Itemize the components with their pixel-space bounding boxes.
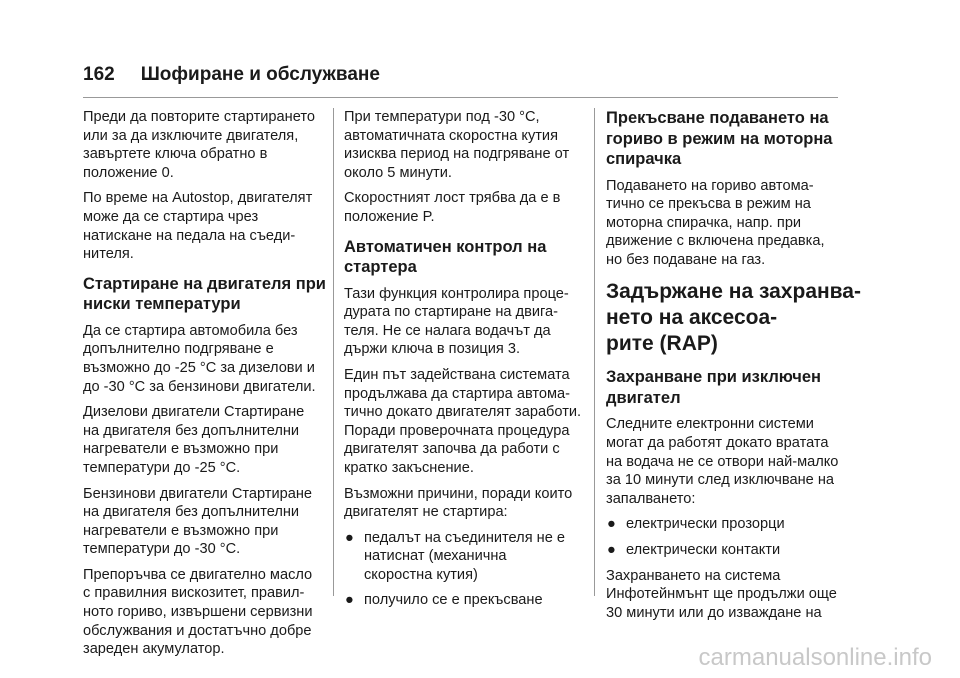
paragraph-diesel: Дизелови двигатели Стартиране на двигателя без допълнителни нагреватели е възможно при температури до -25 °C. xyxy=(83,404,305,476)
paragraph-infotainment: Захранването на система Инфотейнмънт ще продължи още 30 минути или до изваждане на xyxy=(606,567,837,621)
heading-starter-control: Автоматичен контрол на стартера xyxy=(344,237,547,277)
heading-rap: Задържане на захранва- нето на аксесоа- рите (RAP) xyxy=(606,280,861,356)
paragraph-systems: Следните електронни системи могат да работят докато вратата на водача не се отвори най-малко за 10 минути след изключване на запалването: xyxy=(606,416,839,507)
heading-cold-start: Стартиране на двигателя при ниски температури xyxy=(83,274,326,314)
bullet-icon: ● xyxy=(345,592,354,609)
section-title: Шофиране и обслужване xyxy=(140,64,380,85)
column-2 xyxy=(344,108,589,617)
watermark: carmanualsonline.info xyxy=(698,644,932,671)
paragraph-function: Тази функция контролира проце- дурата по стартиране на двига- теля. Не се налага водачът да държи ключа в позиция 3. xyxy=(344,285,569,358)
paragraph-system-behaviour: Един път задействана системата продължава да стартира автома- тично докато двигателят заработи. Поради проверочната процедура двигателят започва да работи с кратко закъснение. xyxy=(344,366,582,476)
header-rule xyxy=(83,97,838,98)
heading-fuel-cutoff: Прекъсване подаването на гориво в режим на моторна спирачка xyxy=(606,109,833,168)
paragraph-possible-causes: Възможни причини, поради които двигателят не стартира: xyxy=(344,485,573,521)
list-item: ● електрически контакти xyxy=(607,542,781,559)
column-1 xyxy=(83,108,328,666)
paragraph-selector-lever: Скоростният лост трябва да е в положение P. xyxy=(344,190,561,225)
paragraph-cold-limits: Да се стартира автомобила без допълнително подгряване е възможно до -25 °C за дизелови и до -30 °C за бензинови двигатели. xyxy=(83,322,316,395)
paragraph-restart: Преди да повторите стартирането или за да изключите двигателя, завъртете ключа обратно в положение 0. xyxy=(83,109,315,181)
page-number: 162 xyxy=(83,64,115,85)
paragraph-gearbox-warmup: При температури под -30 °C, автоматичната скоростна кутия изисква период на подгряване от около 5 минути. xyxy=(344,109,570,181)
heading-power-engine-off: Захранване при изключен двигател xyxy=(606,368,821,407)
bullet-icon: ● xyxy=(607,542,616,559)
paragraph-recommendation: Препоръчва се двигателно масло с правилния вискозитет, правил- ното гориво, извършени сервизни обслужвания и достатъчно добре зареден акумулатор. xyxy=(83,566,313,658)
list-item: ● електрически прозорци xyxy=(607,516,785,533)
paragraph-fuel-cutoff: Подаването на гориво автома- тично се прекъсва в режим на моторна спирачка, напр. при движение с включена предавка, но без подаване на газ. xyxy=(606,177,825,268)
page-header xyxy=(83,64,380,86)
column-divider xyxy=(594,108,595,596)
list-item: ● педалът на съединителя не е натиснат (механична скоростна кутия) xyxy=(345,529,565,583)
bullet-icon: ● xyxy=(345,529,354,546)
paragraph-petrol: Бензинови двигатели Стартиране на двигателя без допълнителни нагреватели е възможно при температури до -30 °C. xyxy=(83,485,313,558)
column-3 xyxy=(606,108,861,629)
paragraph-autostop: По време на Autostop, двигателят може да се стартира чрез натискане на педала на съеди- нителя. xyxy=(83,190,313,263)
bullet-icon: ● xyxy=(607,516,616,533)
column-divider xyxy=(333,108,334,596)
list-item: ● получило се е прекъсване xyxy=(345,592,543,609)
